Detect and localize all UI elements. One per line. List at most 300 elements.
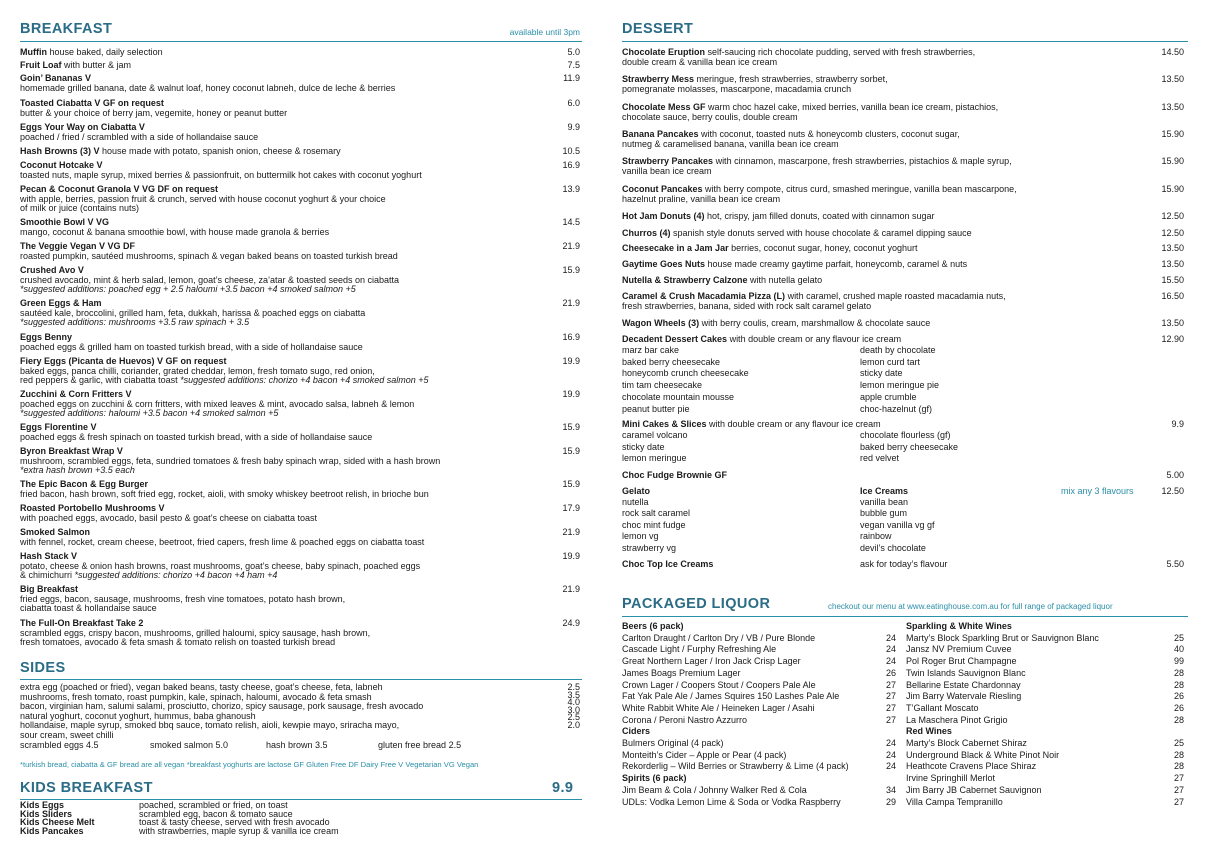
dessert-divider — [622, 41, 1188, 42]
kids-item-name: Kids Cheese Melt — [20, 817, 95, 827]
sides-divider — [20, 679, 582, 680]
kids-item-desc: toast & tasty cheese, served with fresh avocado — [139, 817, 330, 827]
dessert-item — [622, 292, 1142, 311]
wine-price: 25 — [1173, 738, 1184, 748]
liquor-website-note: checkout our menu at www.eatinghouse.com.au for full range of packaged liquor — [828, 602, 1113, 611]
breakfast-item — [20, 333, 560, 352]
dessert-item-line — [622, 260, 1142, 270]
dessert-cakes-header — [622, 335, 1142, 345]
dessert-cakes-flavour: honeycomb crunch cheesecake — [622, 368, 749, 379]
choc-top-name: Choc Top Ice Creams — [622, 559, 714, 569]
breakfast-item-price: 5.0 — [567, 47, 580, 57]
liquor-item: Beers (6 pack) — [622, 621, 684, 631]
breakfast-item-price: 21.9 — [562, 298, 580, 308]
dietary-footnote: *turkish bread, ciabatta & GF bread are all vegan *breakfast yoghurts are lactose GF Gluten Free DF Dairy Free V Vegetarian VG Vegan — [20, 760, 479, 769]
dessert-item-desc: pomegranate molasses, mascarpone, macadamia crunch — [622, 83, 852, 94]
kids-item-desc: poached, scrambled or fried, on toast — [139, 800, 288, 810]
liquor-price: 27 — [886, 679, 897, 690]
gelato-flavour: rock salt caramel — [622, 508, 691, 519]
liquor-item: Fat Yak Pale Ale / James Squires 150 Lashes Pale Ale — [622, 691, 840, 702]
wine-item: Jim Barry Watervale Riesling — [906, 691, 1022, 702]
breakfast-item-suggestions: *suggested additions: poached egg + 2.5 haloumi +3.5 bacon +4 smoked salmon +5 — [20, 284, 356, 295]
dessert-item-price: 12.50 — [1161, 211, 1184, 221]
dessert-item — [622, 103, 1142, 122]
dessert-item-desc: with caramel, crushed maple roasted macadamia nuts, — [785, 291, 1006, 301]
dessert-item-price: 13.50 — [1161, 243, 1184, 253]
mini-cakes-desc: with double cream or any flavour ice cream — [706, 419, 881, 429]
dessert-cakes-flavour: tim tam cheesecake — [622, 380, 703, 391]
breakfast-item — [20, 619, 560, 648]
breakfast-item-name: Coconut Hotcake V — [20, 160, 103, 170]
wine-price: 28 — [1173, 714, 1184, 725]
breakfast-item-desc: poached eggs & grilled ham on toasted turkish bread, with a side of hollandaise sauce — [20, 341, 363, 352]
breakfast-item-desc: mushroom, scrambled eggs, feta, sundried tomatoes & fresh baby spinach wrap, sided with a hash brown — [20, 455, 441, 466]
breakfast-item — [20, 423, 560, 442]
breakfast-item — [20, 218, 560, 237]
dessert-item-desc: meringue, fresh strawberries, strawberry sorbet, — [694, 74, 888, 84]
sides-extra-label: gluten free bread — [378, 740, 449, 750]
liquor-item: Rekorderlig – Wild Berries or Strawberry & Lime (4 pack) — [622, 761, 849, 772]
dessert-item-desc: with berry coulis, cream, marshmallow & chocolate sauce — [699, 318, 931, 328]
dessert-item — [622, 319, 1142, 329]
kids-item-name: Kids Eggs — [20, 800, 65, 810]
wine-price: 27 — [1173, 796, 1184, 807]
liquor-item: Great Northern Lager / Iron Jack Crisp Lager — [622, 656, 801, 667]
sides-price: 3.0 — [567, 704, 580, 715]
breakfast-item-name: Goin’ Bananas V — [20, 73, 92, 83]
breakfast-item-name: Hash Stack V — [20, 551, 78, 561]
dessert-item-desc: spanish style donuts served with house chocolate & caramel dipping sauce — [670, 228, 972, 238]
kids-item-name: Kids Sliders — [20, 808, 73, 819]
dessert-item-name: Caramel & Crush Macadamia Pizza (L) — [622, 291, 786, 301]
dessert-item-name: Wagon Wheels (3) — [622, 318, 700, 328]
dessert-item-price: 12.50 — [1161, 228, 1184, 238]
breakfast-item-name: Crushed Avo V — [20, 265, 84, 275]
breakfast-item-price: 14.5 — [562, 217, 580, 227]
dessert-item-price: 16.50 — [1161, 291, 1184, 301]
wine-price: 28 — [1173, 667, 1184, 678]
liquor-item: Spirits (6 pack) — [622, 773, 687, 784]
wine-price: 40 — [1173, 644, 1184, 655]
dessert-item-name: Strawberry Mess — [622, 74, 695, 84]
gelato-price: 12.50 — [1161, 486, 1184, 496]
breakfast-item-desc: poached eggs on zucchini & corn fritters, with mixed leaves & mint, avocado salsa, labneh & lemon — [20, 398, 415, 409]
breakfast-item-price: 15.9 — [562, 265, 580, 275]
wine-item: Underground Black & White Pinot Noir — [906, 749, 1060, 760]
dessert-item-line — [622, 319, 1142, 329]
kids-breakfast-title: KIDS BREAKFAST — [20, 780, 153, 796]
breakfast-item-desc: fried eggs, bacon, sausage, mushrooms, fresh vine tomatoes, potato hash brown, — [20, 593, 346, 604]
wine-price: 27 — [1173, 784, 1184, 795]
wine-item: Twin Islands Sauvignon Blanc — [906, 667, 1026, 678]
dessert-item-desc: with berry compote, citrus curd, smashed meringue, vanilla bean mascarpone, — [702, 184, 1017, 194]
kids-breakfast-price: 9.9 — [552, 780, 574, 796]
wine-price: 27 — [1173, 773, 1184, 784]
dessert-item — [622, 157, 1142, 176]
breakfast-item — [20, 357, 560, 386]
breakfast-item-price: 13.9 — [562, 184, 580, 194]
dessert-item-desc: berries, coconut sugar, honey, coconut yoghurt — [728, 243, 918, 253]
breakfast-item-desc: poached eggs & fresh spinach on toasted turkish bread, with a side of hollandaise sauce — [20, 431, 373, 442]
liquor-price: 27 — [886, 714, 897, 725]
mini-cakes-line — [622, 420, 1142, 430]
dessert-cakes-flavour: peanut butter pie — [622, 403, 690, 414]
wine-item: Marty’s Block Cabernet Shiraz — [906, 738, 1027, 748]
liquor-price: 27 — [886, 702, 897, 713]
breakfast-item-price: 21.9 — [562, 241, 580, 251]
brownie-price: 5.00 — [1166, 470, 1184, 480]
breakfast-item-desc: toasted nuts, maple syrup, mixed berries & passionfruit, on buttermilk hot cakes with coconut yoghurt — [20, 169, 422, 180]
dessert-item-price: 13.50 — [1161, 318, 1184, 328]
breakfast-item-line — [20, 61, 560, 71]
dessert-item-price: 14.50 — [1161, 47, 1184, 57]
breakfast-item-desc: crushed avocado, mint & herb salad, lemon, goat’s cheese, za’atar & toasted seeds on ciabatta — [20, 274, 400, 285]
dessert-cakes-line — [622, 335, 1142, 345]
ice-cream-flavour: bubble gum — [860, 508, 908, 519]
dessert-item-line — [622, 244, 1142, 254]
liquor-item: Monteith’s Cider – Apple or Pear (4 pack) — [622, 749, 787, 760]
breakfast-item-price: 9.9 — [567, 122, 580, 132]
dessert-cakes-flavour: death by chocolate — [860, 345, 936, 355]
breakfast-item-name: Smoothie Bowl V VG — [20, 217, 110, 227]
breakfast-item-price: 16.9 — [562, 160, 580, 170]
breakfast-item-price: 16.9 — [562, 332, 580, 342]
sides-extra — [150, 741, 228, 751]
breakfast-item-name: Roasted Portobello Mushrooms V — [20, 503, 165, 513]
breakfast-item — [20, 266, 560, 295]
breakfast-item-price: 11.9 — [563, 73, 580, 83]
breakfast-item-desc: fried bacon, hash brown, soft fried egg, rocket, aioli, with smoky whiskey beetroot relish, in brioche bun — [20, 488, 429, 499]
dessert-item-line — [622, 276, 1142, 286]
breakfast-item-suggestions: *extra hash brown +3.5 each — [20, 465, 135, 476]
wine-price: 28 — [1173, 761, 1184, 772]
breakfast-item-price: 19.9 — [562, 356, 580, 366]
liquor-item: James Boags Premium Lager — [622, 667, 741, 678]
dessert-item-name: Gaytime Goes Nuts — [622, 259, 706, 269]
breakfast-item-price: 6.0 — [567, 98, 580, 108]
breakfast-item-price: 15.9 — [562, 446, 580, 456]
breakfast-item — [20, 48, 560, 58]
dessert-cakes-name: Decadent Dessert Cakes — [622, 334, 728, 344]
breakfast-item-suggestions: *suggested additions: mushrooms +3.5 raw spinach + 3.5 — [20, 317, 250, 328]
breakfast-item-name: Green Eggs & Ham — [20, 298, 102, 308]
breakfast-item — [20, 585, 560, 614]
breakfast-item-desc — [20, 376, 560, 386]
breakfast-item-name: Hash Browns (3) V — [20, 146, 100, 156]
dessert-item-desc: nutmeg & caramelised banana, vanilla bean ice cream — [622, 138, 839, 149]
liquor-item: Carlton Draught / Carlton Dry / VB / Pure Blonde — [622, 632, 816, 643]
breakfast-item — [20, 61, 560, 71]
breakfast-item-price: 24.9 — [562, 618, 580, 628]
dessert-item-price: 13.50 — [1161, 74, 1184, 84]
breakfast-item-desc: ciabatta toast & hollandaise sauce — [20, 603, 157, 614]
breakfast-item-desc: scrambled eggs, crispy bacon, mushrooms, grilled haloumi, spicy sausage, hash brown, — [20, 627, 371, 638]
dessert-item — [622, 75, 1142, 94]
liquor-item: Jim Beam & Cola / Johnny Walker Red & Cola — [622, 784, 807, 795]
breakfast-item-desc: sautéed kale, broccolini, grilled ham, feta, dukkah, harissa & poached eggs on ciabatta — [20, 307, 366, 318]
dessert-item-name: Nutella & Strawberry Calzone — [622, 275, 748, 285]
breakfast-item — [20, 99, 560, 118]
sides-price: 2.5 — [567, 712, 580, 723]
sides-extra-price: 3.5 — [315, 740, 328, 750]
breakfast-divider — [20, 41, 582, 42]
breakfast-item — [20, 185, 560, 214]
mini-cakes-header — [622, 420, 1142, 430]
dessert-item-name: Chocolate Eruption — [622, 47, 705, 57]
breakfast-item-name: Eggs Your Way on Ciabatta V — [20, 122, 145, 132]
dessert-item — [622, 244, 1142, 254]
breakfast-item-price: 21.9 — [562, 527, 580, 537]
liquor-price: 29 — [886, 796, 897, 807]
gelato-flavour: strawberry vg — [622, 542, 677, 553]
dessert-item-desc: fresh strawberries, banana, sided with rock salt caramel gelato — [622, 300, 872, 311]
breakfast-item-desc: baked eggs, panca chilli, coriander, grated cheddar, lemon, fresh tomato sugo, red onion, — [20, 365, 375, 376]
wine-price: 26 — [1173, 702, 1184, 713]
dessert-item-desc: with cinnamon, mascarpone, fresh strawberries, pistachios & maple syrup, — [713, 156, 1012, 166]
wine-item: La Maschera Pinot Grigio — [906, 714, 1008, 725]
breakfast-item — [20, 147, 560, 157]
liquor-item: Cascade Light / Furphy Refreshing Ale — [622, 644, 777, 655]
breakfast-item-price: 7.5 — [567, 60, 580, 70]
gelato-flavour: choc mint fudge — [622, 519, 686, 530]
breakfast-item-price: 17.9 — [562, 503, 580, 513]
mini-cakes-flavour: chocolate flourless (gf) — [860, 430, 951, 440]
breakfast-item-desc: butter & your choice of berry jam, vegemite, honey or peanut butter — [20, 107, 288, 118]
breakfast-item-price: 15.9 — [562, 422, 580, 432]
ice-cream-flavour: devil’s chocolate — [860, 542, 926, 553]
dessert-title: DESSERT — [622, 21, 694, 37]
mini-cakes-flavour: caramel volcano — [622, 430, 688, 440]
sides-extra — [266, 741, 328, 751]
choc-top-note: ask for today’s flavour — [860, 559, 948, 569]
breakfast-title: BREAKFAST — [20, 21, 113, 37]
dessert-item — [622, 276, 1142, 286]
breakfast-item-name: Smoked Salmon — [20, 527, 91, 537]
kids-item-desc: with strawberries, maple syrup & vanilla ice cream — [139, 825, 339, 836]
dessert-item-desc: house made creamy gaytime parfait, honeycomb, caramel & nuts — [705, 259, 968, 269]
dessert-cakes-flavour: chocolate mountain mousse — [622, 391, 735, 402]
dessert-item-price: 15.90 — [1161, 156, 1184, 166]
breakfast-item — [20, 480, 560, 499]
dessert-cakes-flavour: lemon meringue pie — [860, 380, 940, 391]
liquor-price: 27 — [886, 691, 897, 702]
sides-extra — [20, 741, 99, 751]
dessert-cakes-desc: with double cream or any flavour ice cream — [727, 334, 902, 344]
breakfast-item-price: 21.9 — [562, 584, 580, 594]
sides-price: 3.5 — [567, 689, 580, 700]
gelato-title: Gelato — [622, 486, 651, 496]
sides-extra-label: scrambled eggs — [20, 740, 87, 750]
dessert-item — [622, 212, 1142, 222]
dessert-item — [622, 48, 1142, 67]
sides-line: extra egg (poached or fried), vegan baked beans, tasty cheese, goat’s cheese, feta, labneh — [20, 682, 383, 692]
breakfast-item-name: Zucchini & Corn Fritters V — [20, 389, 132, 399]
breakfast-item-suggestions: *suggested additions: chorizo +4 bacon +4 smoked salmon +5 — [180, 375, 429, 386]
ice-cream-flavour: rainbow — [860, 531, 892, 542]
breakfast-item-desc: fresh tomatoes, avocado & feta smash & tomato relish on toasted turkish bread — [20, 637, 336, 648]
breakfast-availability-note: available until 3pm — [509, 27, 580, 37]
wine-item: Marty’s Block Sparkling Brut or Sauvignon Blanc — [906, 632, 1099, 643]
dessert-item-desc: with coconut, toasted nuts & honeycomb clusters, coconut sugar, — [698, 129, 960, 139]
wine-price: 99 — [1173, 656, 1184, 667]
breakfast-item-desc: mango, coconut & banana smoothie bowl, with house made granola & berries — [20, 226, 330, 237]
dessert-item-name: Cheesecake in a Jam Jar — [622, 243, 729, 253]
ice-cream-flavour: vanilla bean — [860, 497, 909, 507]
sides-line: sour cream, sweet chilli — [20, 729, 114, 740]
sides-line: bacon, virginian ham, salumi salami, prosciutto, chorizo, spicy sausage, pork sausage, fresh avocado — [20, 701, 424, 711]
mini-cakes-flavour: baked berry cheesecake — [860, 441, 959, 452]
breakfast-item-desc: homemade grilled banana, date & walnut loaf, honey coconut labneh, dulce de leche & berries — [20, 82, 396, 93]
liquor-price: 24 — [886, 644, 897, 655]
breakfast-item-suggestions: *suggested additions: haloumi +3.5 bacon +4 smoked salmon +5 — [20, 408, 279, 419]
ice-cream-flavour: vegan vanilla vg gf — [860, 519, 935, 530]
wine-item: Villa Campa Tempranillo — [906, 796, 1003, 807]
dessert-cakes-flavour: lemon curd tart — [860, 356, 921, 367]
wine-item: Jansz NV Premium Cuvee — [906, 644, 1012, 655]
dessert-item-name: Churros (4) — [622, 228, 671, 238]
packaged-liquor-title: PACKAGED LIQUOR — [622, 596, 771, 612]
mini-cakes-flavour: red velvet — [860, 453, 900, 464]
liquor-price: 26 — [886, 667, 897, 678]
breakfast-item-desc: with fennel, rocket, cream cheese, beetroot, fried capers, fresh lime & poached eggs on ciabatta toast — [20, 536, 425, 547]
breakfast-item — [20, 552, 560, 581]
mini-cakes-flavour: sticky date — [622, 441, 665, 452]
breakfast-item — [20, 242, 560, 261]
sides-extra-price: 5.0 — [215, 740, 229, 750]
liquor-price: 24 — [886, 761, 897, 772]
dessert-item-desc: hazelnut praline, vanilla bean ice cream — [622, 193, 781, 204]
breakfast-item-name: Eggs Benny — [20, 332, 73, 342]
breakfast-item-desc: with apple, berries, passion fruit & crunch, served with house coconut yoghurt & your choice — [20, 193, 386, 204]
liquor-price: 24 — [886, 656, 897, 667]
dessert-item-name: Hot Jam Donuts (4) — [622, 211, 705, 221]
dessert-item — [622, 229, 1142, 239]
breakfast-item-price: 10.5 — [562, 146, 580, 156]
liquor-price: 24 — [886, 738, 897, 748]
breakfast-item-desc: potato, cheese & onion hash browns, roast mushrooms, goat’s cheese, baby spinach, poached eggs — [20, 560, 421, 571]
breakfast-item — [20, 447, 560, 476]
breakfast-item — [20, 504, 560, 523]
liquor-price: 24 — [886, 749, 897, 760]
dessert-item-desc: chocolate sauce, berry coulis, double cream — [622, 111, 798, 122]
wine-price: 25 — [1173, 632, 1184, 643]
wine-price: 26 — [1173, 691, 1184, 702]
dessert-item-name: Chocolate Mess GF — [622, 102, 706, 112]
dessert-item-price: 13.50 — [1161, 259, 1184, 269]
wine-item: Bellarine Estate Chardonnay — [906, 679, 1021, 690]
dessert-item-desc: with nutella gelato — [747, 275, 823, 285]
breakfast-item — [20, 299, 560, 328]
liquor-item: Corona / Peroni Nastro Azzurro — [622, 714, 748, 725]
breakfast-item-name: The Full-On Breakfast Take 2 — [20, 618, 144, 628]
breakfast-item-desc — [20, 571, 560, 581]
sides-price: 2.0 — [567, 720, 580, 730]
breakfast-item-line — [20, 147, 560, 157]
wine-price: 28 — [1173, 749, 1184, 760]
kids-item-desc: scrambled egg, bacon & tomato sauce — [139, 808, 293, 819]
wine-item: Heathcote Cravens Place Shiraz — [906, 761, 1037, 772]
wine-item: Jim Barry JB Cabernet Sauvignon — [906, 784, 1042, 795]
sides-extra-label: hash brown — [266, 740, 316, 750]
dessert-item-line — [622, 212, 1142, 222]
liquor-divider — [622, 616, 1188, 617]
breakfast-item-name: Muffin — [20, 47, 47, 57]
breakfast-item — [20, 161, 560, 180]
wine-item: Irvine Springhill Merlot — [906, 773, 996, 784]
liquor-item: Ciders — [622, 726, 651, 737]
mini-cakes-name: Mini Cakes & Slices — [622, 419, 707, 429]
dessert-item-desc: double cream & vanilla bean ice cream — [622, 56, 778, 67]
breakfast-item-name: The Epic Bacon & Egg Burger — [20, 479, 149, 489]
dessert-item-name: Strawberry Pancakes — [622, 156, 714, 166]
breakfast-item — [20, 74, 560, 93]
liquor-item: UDLs: Vodka Lemon Lime & Soda or Vodka Raspberry — [622, 796, 841, 807]
liquor-item: Crown Lager / Coopers Stout / Coopers Pale Ale — [622, 679, 816, 690]
dessert-item-line — [622, 229, 1142, 239]
sides-line: natural yoghurt, coconut yoghurt, hummus, baba ghanoush — [20, 710, 256, 721]
sides-title: SIDES — [20, 660, 66, 676]
wine-item: Red Wines — [906, 726, 952, 737]
breakfast-item-price: 15.9 — [562, 479, 580, 489]
choc-top-price: 5.50 — [1166, 559, 1184, 569]
breakfast-item-name: Eggs Florentine V — [20, 422, 97, 432]
brownie-name: Choc Fudge Brownie GF — [622, 470, 727, 480]
liquor-price: 24 — [886, 632, 897, 643]
sides-price: 2.5 — [567, 682, 580, 692]
sides-line: hollandaise, maple syrup, smoked bbq sauce, tomato relish, aioli, kewpie mayo, sriracha mayo, — [20, 720, 400, 730]
dessert-item-price: 15.90 — [1161, 129, 1184, 139]
mini-cakes-price: 9.9 — [1171, 419, 1184, 429]
breakfast-item-suggestions: *suggested additions: chorizo +4 bacon +4 ham +4 — [74, 570, 278, 581]
breakfast-item-name: Big Breakfast — [20, 584, 79, 594]
breakfast-item-name: Fruit Loaf — [20, 60, 62, 70]
dessert-item-name: Banana Pancakes — [622, 129, 699, 139]
breakfast-item-desc: house made with potato, spanish onion, cheese & rosemary — [99, 146, 341, 156]
dessert-item-name: Coconut Pancakes — [622, 184, 703, 194]
kids-item-name: Kids Pancakes — [20, 825, 84, 836]
sides-extra-price: 4.5 — [86, 740, 99, 750]
kids-divider — [20, 799, 582, 800]
breakfast-item-line — [20, 48, 560, 58]
breakfast-item-desc: of milk or juice (contains nuts) — [20, 203, 140, 214]
dessert-item — [622, 185, 1142, 204]
mini-cakes-flavour: lemon meringue — [622, 453, 687, 464]
sides-extra-price: 2.5 — [448, 740, 462, 750]
liquor-price: 34 — [886, 784, 897, 795]
breakfast-item-desc: house baked, daily selection — [47, 47, 163, 57]
ice-cream-title: Ice Creams — [860, 486, 909, 496]
dessert-cakes-price: 12.90 — [1161, 334, 1184, 344]
breakfast-item — [20, 123, 560, 142]
breakfast-item — [20, 390, 560, 419]
dessert-item — [622, 130, 1142, 149]
dessert-item-desc: hot, crispy, jam filled donuts, coated with cinnamon sugar — [704, 211, 935, 221]
liquor-item: Bulmers Original (4 pack) — [622, 738, 724, 748]
breakfast-item-price: 19.9 — [562, 551, 580, 561]
breakfast-item-name: Pecan & Coconut Granola V VG DF on request — [20, 184, 219, 194]
breakfast-item-desc: with butter & jam — [61, 60, 132, 70]
dessert-item-desc: self-saucing rich chocolate pudding, served with fresh strawberries, — [705, 47, 976, 57]
breakfast-item-desc-text: & chimichurri — [20, 570, 75, 581]
wine-item: T’Gallant Moscato — [906, 702, 979, 713]
dessert-item-price: 15.90 — [1161, 184, 1184, 194]
gelato-flavour: lemon vg — [622, 531, 659, 542]
dessert-cakes-flavour: apple crumble — [860, 391, 917, 402]
breakfast-item-desc: roasted pumpkin, sautéed mushrooms, spinach & vegan baked beans on toasted turkish bread — [20, 250, 398, 261]
breakfast-item-name: Toasted Ciabatta V GF on request — [20, 98, 164, 108]
breakfast-item-desc-text: red peppers & garlic, with ciabatta toast — [20, 375, 181, 386]
dessert-item-desc: warm choc hazel cake, mixed berries, vanilla bean ice cream, pistachios, — [705, 102, 999, 112]
